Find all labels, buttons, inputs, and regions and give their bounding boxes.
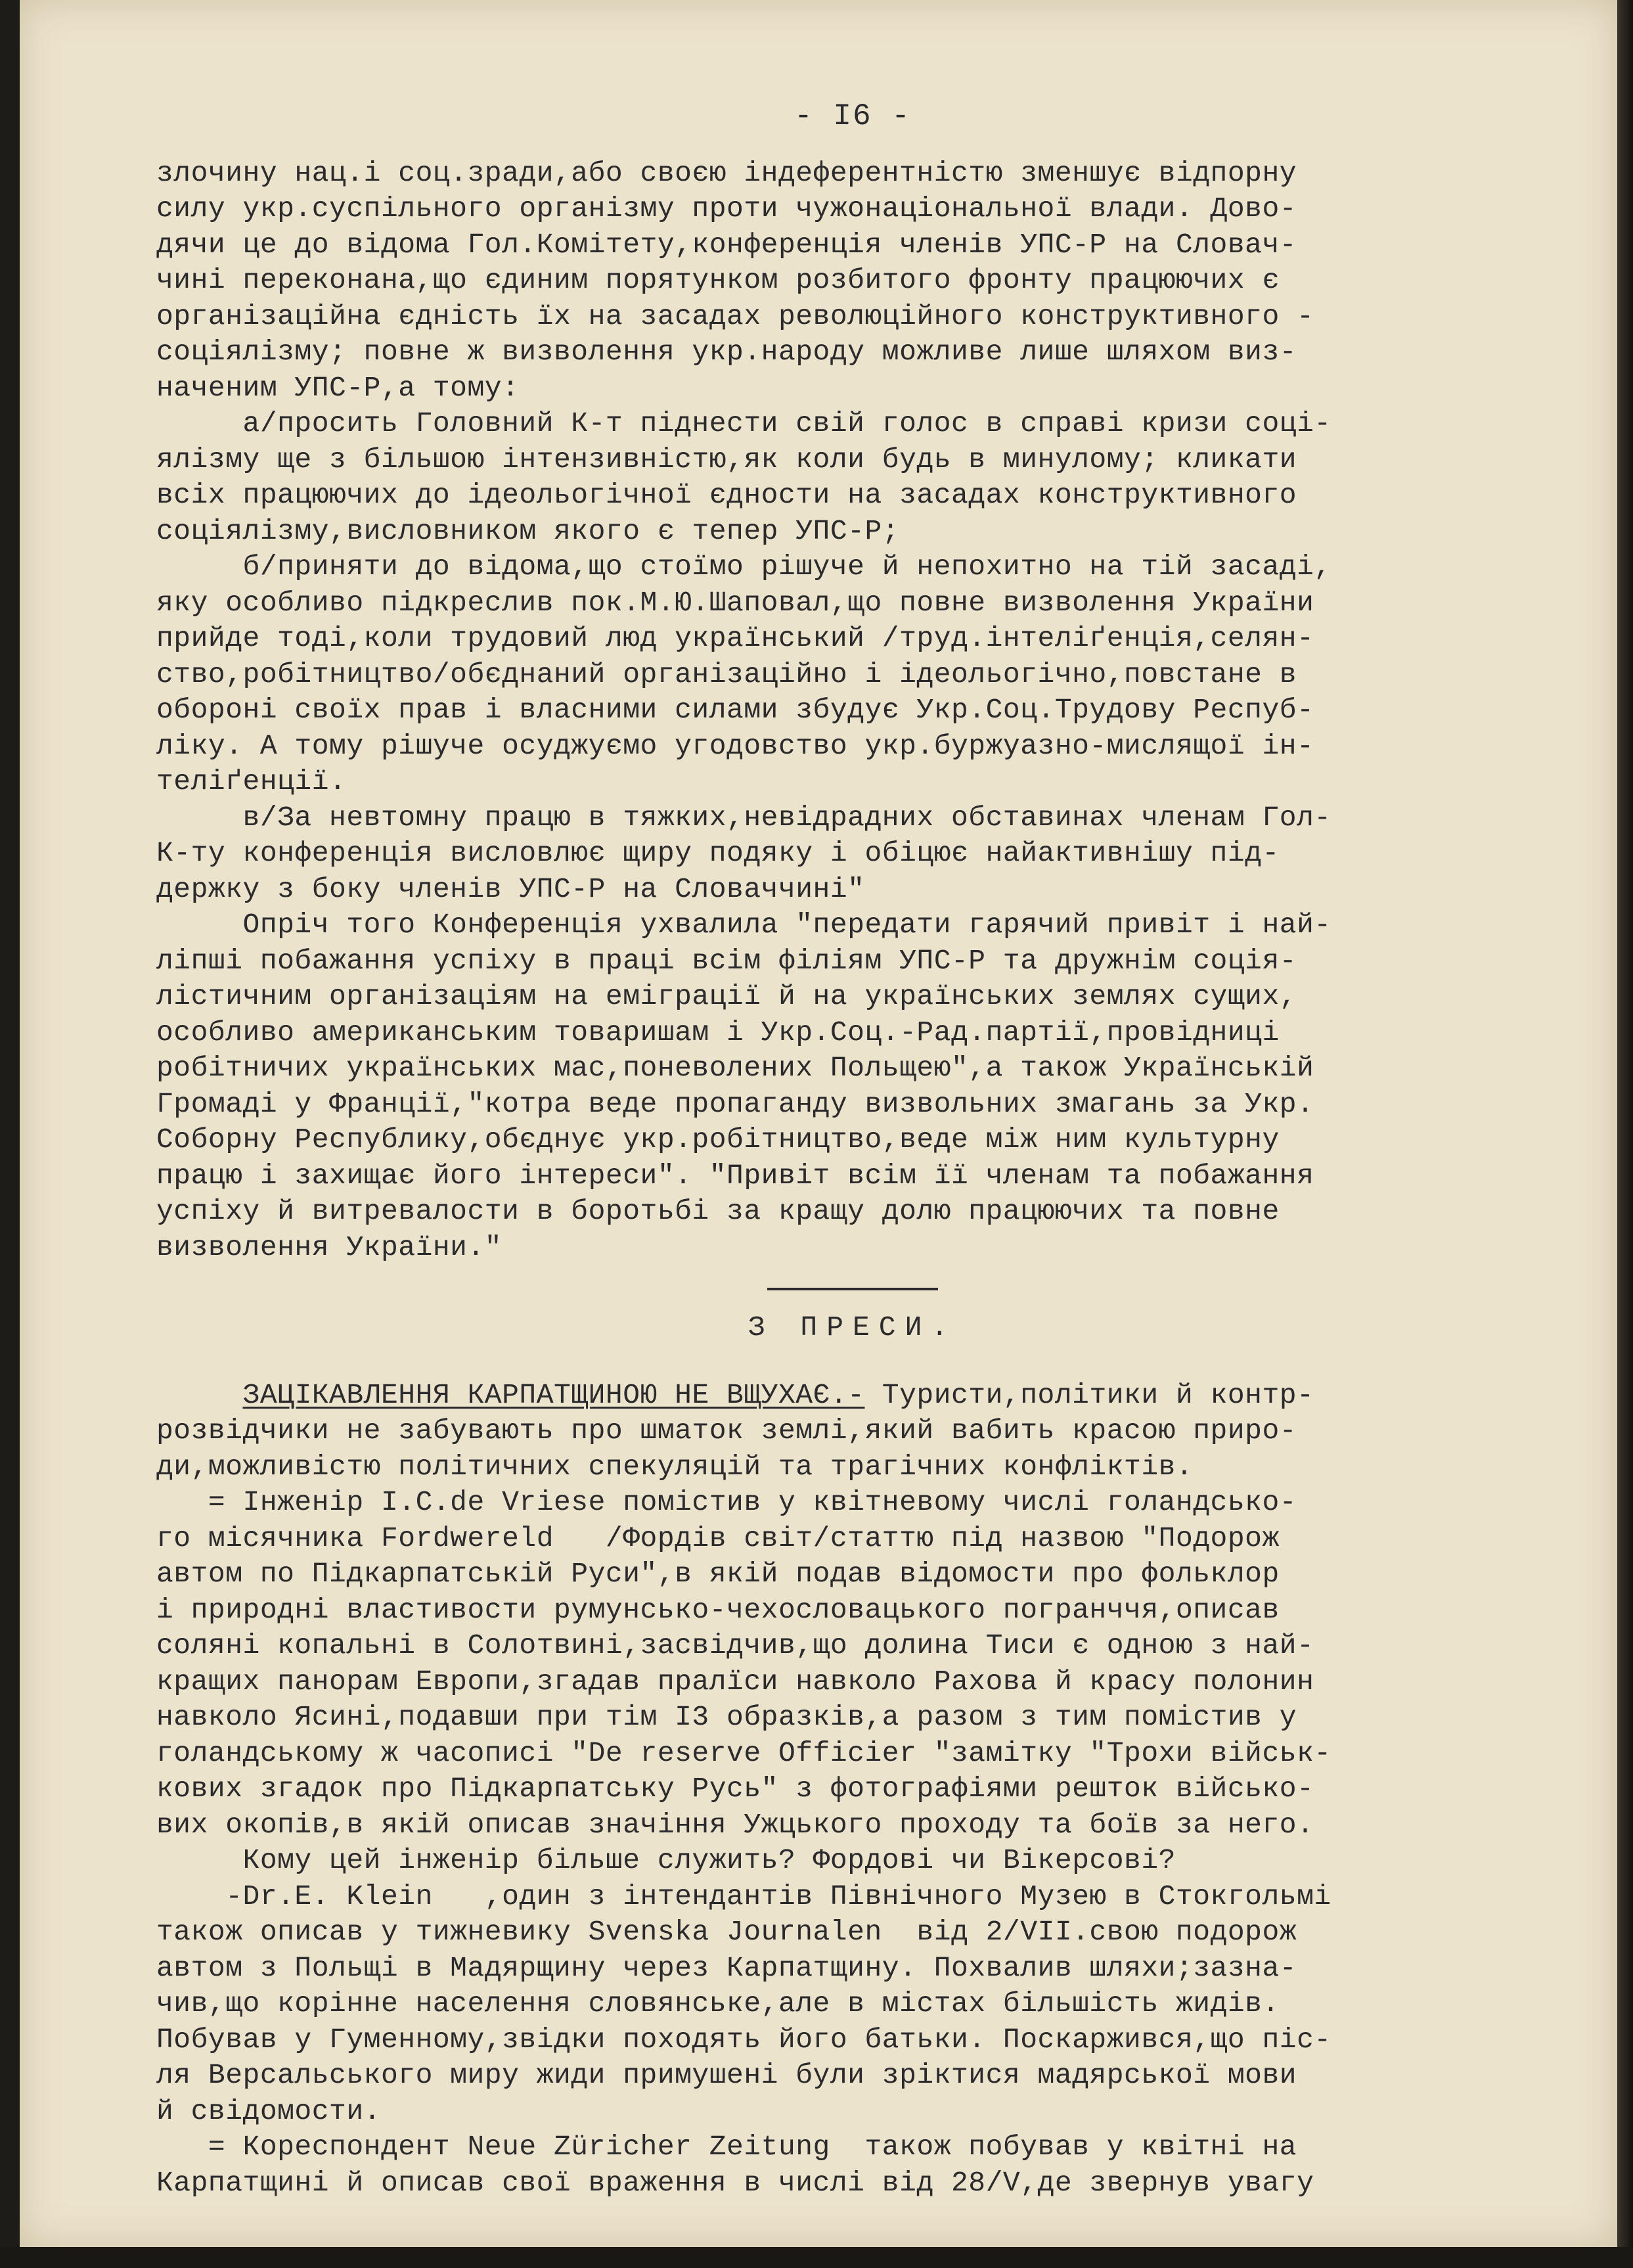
section-divider <box>767 1288 938 1290</box>
text-line: навколо Ясині,подавши при тім I3 образків,а разом з тим помістив у <box>156 1701 1297 1733</box>
text-line: ля Версальського миру жиди примушені були зріктися мадярської мови <box>156 2059 1297 2091</box>
scan-right-edge <box>1617 0 1633 2268</box>
text-line: особливо американським товаришам і Укр.Соц.-Рад.партії,провідниці <box>156 1016 1280 1049</box>
text-line: Карпатщині й описав свої враження в числі від 28/V,де звернув увагу <box>156 2166 1314 2199</box>
text-line: соціялізму; повне ж визволення укр.народу можливе лише шляхом виз- <box>156 336 1297 368</box>
text-line: робітничих українських мас,поневолених Польщею",а також Українській <box>156 1052 1314 1084</box>
text-line: автом з Польщі в Мадярщину через Карпатщину. Похвалив шляхи;зазна- <box>156 1951 1297 1984</box>
text-line: наченим УПС-Р,а тому: <box>156 371 520 404</box>
text-line: Кому цей інженір більше служить? Фордові чи Вікерсові? <box>156 1844 1176 1876</box>
text-line: а/просить Головний К-т піднести свій голос в справі кризи соці- <box>156 407 1331 440</box>
text-line: чив,що корінне населення словянське,але в містах більшість жидів. <box>156 1987 1280 2020</box>
text-line: Побував у Гуменному,звідки походять його батьки. Поскаржився,що піс- <box>156 2023 1331 2056</box>
press-review-text <box>156 1413 1549 2201</box>
text-line: організаційна єдність їх на засадах революційного конструктивного - <box>156 300 1314 332</box>
text-line: К-ту конференція висловлює щиру подяку і обіцює найактивнішу під- <box>156 837 1280 869</box>
spacer <box>156 1361 1549 1378</box>
text-line: обороні своїх прав і власними силами збудує Укр.Соц.Трудову Респуб- <box>156 694 1314 726</box>
text-line: чині переконана,що єдиним порятунком розбитого фронту працюючих є <box>156 264 1280 296</box>
scan-bottom-edge <box>0 2247 1633 2268</box>
headline-continuation: Туристи,політики й контр- <box>864 1378 1314 1411</box>
text-line: Громаді у Франції,"котра веде пропаганду визвольних змагань за Укр. <box>156 1087 1314 1120</box>
text-line: ство,робітництво/обєднаний організаційно і ідеольогічно,повстане в <box>156 658 1297 691</box>
page-number: - I6 - <box>794 99 911 133</box>
article-headline: ЗАЦІКАВЛЕННЯ КАРПАТЩИНОЮ НЕ ВЩУХАЄ.- <box>242 1378 865 1411</box>
text-line: теліґенції. <box>156 765 347 798</box>
text-line: працю і захищає його інтереси". "Привіт всім її членам та побажання <box>156 1159 1314 1192</box>
text-line: -Dr.E. Klein ,один з інтендантів Північного Музею в Стокгольмі <box>156 1880 1331 1913</box>
text-line: успіху й витревалости в боротьбі за кращу долю працюючих та повне <box>156 1195 1280 1227</box>
text-line: ялізму ще з більшою інтензивністю,як коли будь в минулому; кликати <box>156 443 1297 476</box>
text-line: го місячника Fordwereld /Фордів світ/статтю під назвою "Подорож <box>156 1522 1280 1554</box>
conference-resolution-text <box>156 156 1549 1266</box>
text-line: також описав у тижневику Svenska Journalen від 2/VII.свою подорож <box>156 1916 1297 1948</box>
text-line: ліку. А тому рішуче осуджуємо угодовство укр.буржуазно-мислящої ін- <box>156 729 1314 762</box>
text-line: всіх працюючих до ідеольогічної єдности на засадах конструктивного <box>156 479 1297 511</box>
text-line: злочину нац.і соц.зради,або своєю індеферентністю зменшує відпорну <box>156 156 1297 189</box>
headline-line <box>156 1378 1549 1414</box>
text-line: лістичним організаціям на еміграції й на українських землях сущих, <box>156 980 1297 1012</box>
text-line: голандському ж часописі "De reserve Officier "замітку "Трохи військ- <box>156 1736 1331 1769</box>
text-line: силу укр.суспільного організму проти чужонаціональної влади. Дово- <box>156 193 1297 225</box>
text-line: розвідчики не забувають про шматок землі,який вабить красою приро- <box>156 1415 1297 1447</box>
text-line: ліпші побажання успіху в праці всім філіям УПС-Р та дружнім соція- <box>156 944 1297 977</box>
text-line: держку з боку членів УПС-Р на Словаччині" <box>156 873 865 905</box>
text-line: яку особливо підкреслив пок.М.Ю.Шаповал,що повне визволення України <box>156 586 1314 619</box>
text-line: кових згадок про Підкарпатську Русь" з фотографіями решток військо- <box>156 1773 1314 1805</box>
text-line: Опріч того Конференція ухвалила "передати гарячий привіт і най- <box>156 909 1331 941</box>
text-line: кращих панорам Европи,згадав пралїси навколо Рахова й красу полонин <box>156 1665 1314 1698</box>
text-line: автом по Підкарпатській Руси",в якій подав відомости про фольклор <box>156 1558 1280 1590</box>
text-line: Соборну Республику,обєднує укр.робітництво,веде між ним культурну <box>156 1123 1280 1156</box>
text-line: вих окопів,в якій описав значіння Ужцького проходу та боїв за него. <box>156 1808 1314 1841</box>
document-page <box>20 0 1617 2247</box>
text-line: = Кореспондент Neue Züricher Zeitung також побував у квітні на <box>156 2131 1297 2163</box>
text-line: і природні властивости румунсько-чехословацького погранччя,описав <box>156 1593 1280 1626</box>
text-line: соляні копальні в Солотвині,засвідчив,що долина Тиси є одною з най- <box>156 1629 1314 1662</box>
text-line: в/За невтомну працю в тяжких,невідрадних обставинах членам Гол- <box>156 801 1331 834</box>
text-line: визволення України." <box>156 1231 503 1263</box>
text-line: = Інженір І.С.de Vriese помістив у квітневому числі голандсько- <box>156 1486 1297 1518</box>
section-title: З ПРЕСИ. <box>748 1311 958 1344</box>
text-line: дячи це до відома Гол.Комітету,конференція членів УПС-Р на Словач- <box>156 228 1297 261</box>
text-line: й свідомости. <box>156 2095 381 2127</box>
text-line: соціялізму,висловником якого є тепер УПС-Р; <box>156 514 900 547</box>
text-line: прийде тоді,коли трудовий люд український /труд.інтеліґенція,селян- <box>156 622 1314 654</box>
page-content <box>156 99 1549 2201</box>
text-line: б/приняти до відома,що стоїмо рішуче й непохитно на тій засаді, <box>156 551 1331 583</box>
text-line: ди,можливістю політичних спекуляцій та трагічних конфліктів. <box>156 1450 1194 1483</box>
